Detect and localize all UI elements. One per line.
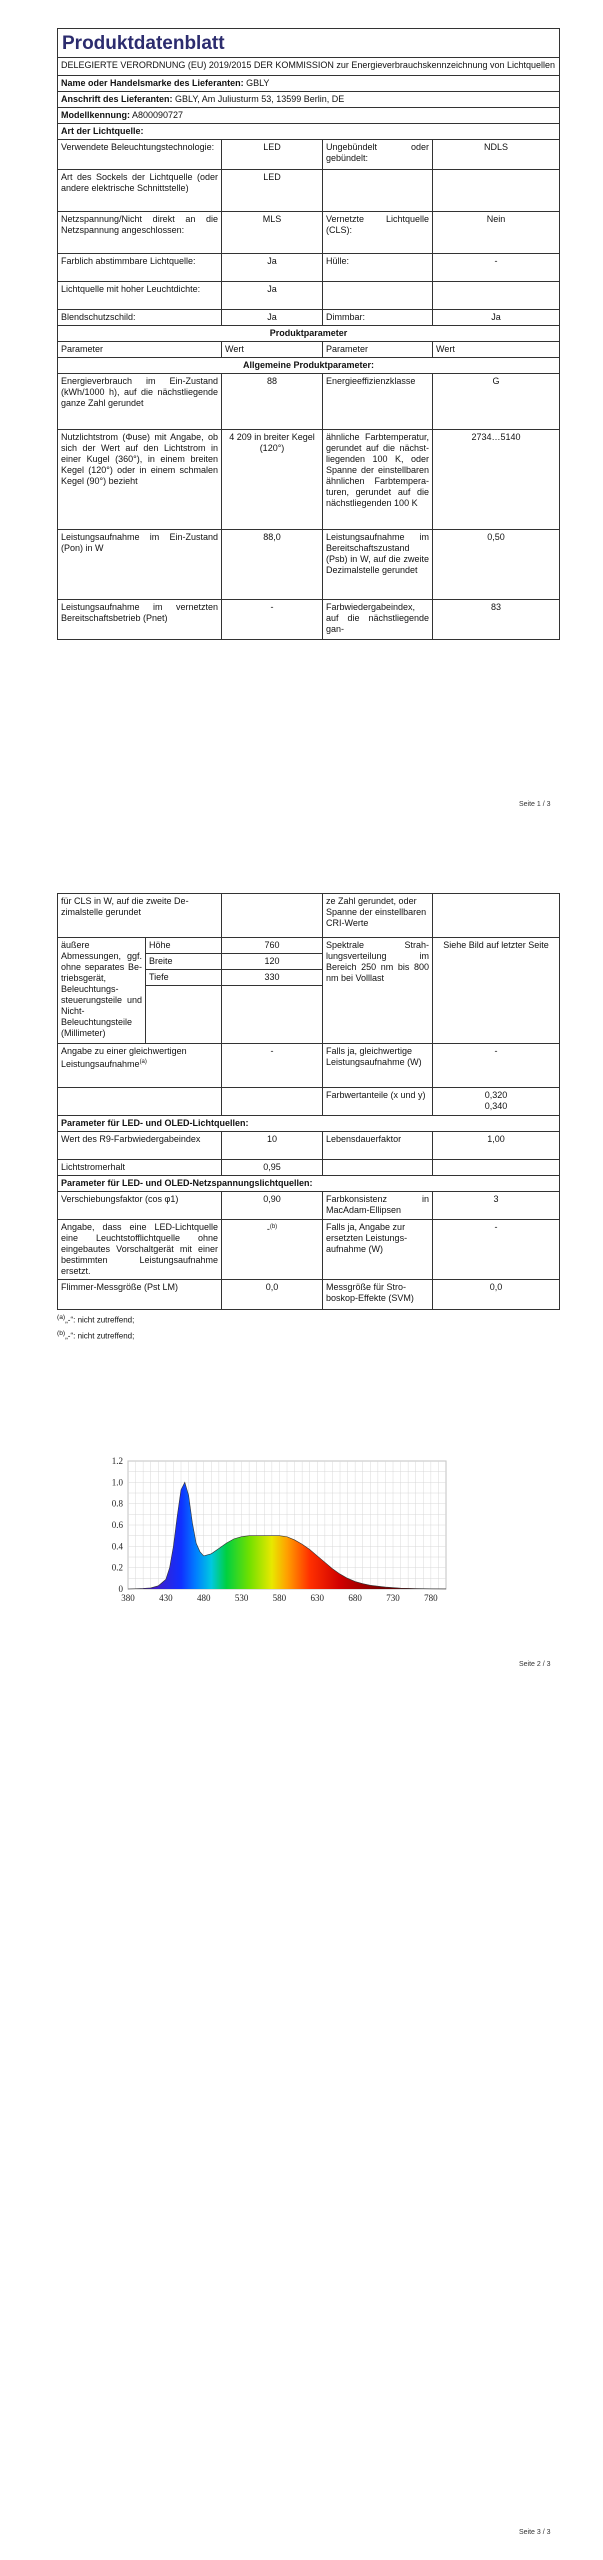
flicker-label: Flimmer-Messgröße (Pst LM) (58, 1280, 222, 1310)
equiv-value-2: - (433, 1044, 560, 1088)
row-label: Leistungsaufnahme im Ein-Zustand (Pon) in W (58, 530, 222, 600)
row-value: 88 (222, 374, 323, 430)
y-tick-label: 1.0 (111, 1477, 123, 1488)
row-value: Nein (433, 212, 560, 254)
row-label: Blendschutzschild: (58, 310, 222, 326)
row-value: NDLS (433, 140, 560, 170)
page-1 (57, 28, 559, 640)
row-label: Leistungsaufnahme im Bereitschaftszustand (Psb) in W, auf die zweite Dezimalstelle gerundet (323, 530, 433, 600)
supplier-label: Name oder Handelsmarke des Lieferanten: (61, 78, 244, 88)
col-header: Parameter (58, 342, 222, 358)
equiv-label-2: Falls ja, gleichwertige Leistungsaufnahme (W) (323, 1044, 433, 1088)
regulation-text: DELEGIERTE VERORDNUNG (EU) 2019/2015 DER KOMMISSION zur Energieverbrauchskennzeichnung von Lichtquellen (58, 58, 560, 76)
footnote-a (57, 1313, 559, 1326)
col-header: Parameter (323, 342, 433, 358)
maintenance-label: Lichtstromerhalt (58, 1160, 222, 1176)
row-value: - (433, 254, 560, 282)
strobo-label: Messgröße für Stroboskop-Effekte (SVM) (323, 1280, 433, 1310)
page-title: Produktdatenblatt (58, 29, 560, 58)
page-number: Seite 3 / 3 (519, 2529, 551, 2536)
x-tick-label: 430 (159, 1593, 173, 1603)
y-tick-label: 0.2 (111, 1562, 123, 1573)
macadam-value: 3 (433, 1192, 560, 1220)
row-value: 83 (433, 600, 560, 640)
equiv-value: - (222, 1044, 323, 1088)
row-label: Farbwiedergabeindex, auf die nächstliegende gan- (323, 600, 433, 640)
mains-heading: Parameter für LED- und OLED-Netzspannungslichtquellen: (58, 1176, 560, 1192)
col-header: Wert (222, 342, 323, 358)
row-value: LED (222, 170, 323, 212)
x-tick-label: 580 (272, 1593, 287, 1603)
row-label (323, 282, 433, 310)
datasheet-table-page2 (57, 893, 560, 1310)
row-value: 4 209 in breiter Kegel (120°) (222, 430, 323, 530)
row-value: Ja (222, 254, 323, 282)
life-value: 1,00 (433, 1132, 560, 1160)
shift-value: 0,90 (222, 1192, 323, 1220)
spectral-value: Siehe Bild auf letzter Seite (433, 938, 560, 1044)
row-value (433, 170, 560, 212)
chromaticity-label: Farbwertanteile (x und y) (323, 1088, 433, 1116)
row-label: ze Zahl gerundet, oder Spanne der einstellbaren CRI-Werte (323, 894, 433, 938)
row-value: Ja (222, 282, 323, 310)
col-header: Wert (433, 342, 560, 358)
row-label: Art des Sockels der Lichtquelle (oder andere elektrische Schnittstelle) (58, 170, 222, 212)
row-label: für CLS in W, auf die zweite Dezimalstelle gerundet (58, 894, 222, 938)
x-tick-label: 730 (386, 1593, 400, 1603)
model-row (58, 108, 560, 124)
row-value: G (433, 374, 560, 430)
shift-label: Verschiebungsfaktor (cos φ1) (58, 1192, 222, 1220)
row-value: LED (222, 140, 323, 170)
dim-name: Breite (146, 954, 222, 970)
dim-name: Höhe (146, 938, 222, 954)
page-number: Seite 1 / 3 (519, 801, 551, 808)
x-tick-label: 780 (424, 1593, 438, 1603)
row-label: ähnliche Farbtemperatur, gerundet auf die nächstliegenden 100 K, oder Spanne der einstellbaren ähnlichen Farbtemperaturen, gerundet auf die nächstliegenden 100 K (323, 430, 433, 530)
y-tick-label: 0.8 (111, 1498, 123, 1509)
address-row (58, 92, 560, 108)
row-label: Lichtquelle mit hoher Leuchtdichte: (58, 282, 222, 310)
row-label: Dimmbar: (323, 310, 433, 326)
row-label: Ungebündelt oder gebündelt: (323, 140, 433, 170)
row-label: Nutzlichtstrom (Φuse) mit Angabe, ob sich der Wert auf den Lichtstrom in einer Kugel (360°), in einem breiten Kegel (120°) oder in einem schmalen Kegel (90°) bezieht (58, 430, 222, 530)
row-label: Vernetzte Lichtquelle (CLS): (323, 212, 433, 254)
supplier-value: GBLY (246, 78, 270, 88)
address-value: GBLY, Am Juliusturm 53, 13599 Berlin, DE (175, 94, 345, 104)
maintenance-value: 0,95 (222, 1160, 323, 1176)
datasheet-table-page1 (57, 28, 560, 640)
model-value: A800090727 (132, 110, 184, 120)
address-label: Anschrift des Lieferanten: (61, 94, 173, 104)
row-value: Ja (222, 310, 323, 326)
dim-value: 760 (222, 938, 323, 954)
y-tick-label: 0.6 (111, 1520, 123, 1530)
replace-value-cell (222, 1220, 323, 1280)
equiv-label: Angabe zu einer gleichwertigen Leistungsaufnahme (61, 1046, 187, 1069)
equiv-label-cell (58, 1044, 222, 1088)
spectral-label: Spektrale Strahlungsverteilung im Bereich 250 nm bis 800 nm bei Volllast (323, 938, 433, 1044)
product-params-heading: Produktparameter (58, 326, 560, 342)
footnote-ref: (a) (139, 1059, 147, 1065)
life-label: Lebensdauerfaktor (323, 1132, 433, 1160)
r9-value: 10 (222, 1132, 323, 1160)
chromaticity-values (433, 1088, 560, 1116)
footnote-mark: (b) (57, 1329, 66, 1337)
strobo-value: 0,0 (433, 1280, 560, 1310)
model-label: Modellkennung: (61, 110, 130, 120)
replace-label: Angabe, dass eine LED-Lichtquelle eine Leuchtstofflichtquelle ohne eingebautes Vorschaltgerät mit einer bestimmten Leistungsaufnahme ersetzt. (58, 1220, 222, 1280)
x-tick-label: 380 (121, 1593, 135, 1603)
dim-value: 120 (222, 954, 323, 970)
x-tick-label: 630 (310, 1593, 325, 1603)
row-label: Verwendete Beleuchtungstechnologie: (58, 140, 222, 170)
page-number: Seite 2 / 3 (519, 1661, 551, 1668)
replace-value: - (266, 1224, 270, 1234)
x-tick-label: 530 (234, 1593, 249, 1603)
y-tick-label: 0 (118, 1584, 123, 1594)
row-value: Ja (433, 310, 560, 326)
chromaticity-x: 0,320 (484, 1090, 508, 1100)
row-label: Farblich abstimmbare Lichtquelle: (58, 254, 222, 282)
page-2 (57, 893, 559, 1341)
footnote-b (57, 1329, 559, 1342)
r9-label: Wert des R9-Farbwiedergabeindex (58, 1132, 222, 1160)
x-tick-label: 480 (196, 1593, 211, 1603)
row-value: MLS (222, 212, 323, 254)
row-label: Netzspannung/Nicht direkt an die Netzspannung angeschlossen: (58, 212, 222, 254)
row-label: Energieverbrauch im Ein-Zustand (kWh/1000 h), auf die nächstliegende ganze Zahl gerundet (58, 374, 222, 430)
dimensions-label: äußere Abmessungen, ggf. ohne separates Betriebsgerät, Beleuchtungssteuerungsteile und Nicht-Beleuchtungsteile (Millimeter) (58, 938, 146, 1044)
row-label: Hülle: (323, 254, 433, 282)
led-heading: Parameter für LED- und OLED-Lichtquellen: (58, 1116, 560, 1132)
dim-value: 330 (222, 970, 323, 986)
spectrum-chart (98, 1453, 458, 1607)
y-tick-label: 1.2 (111, 1456, 123, 1466)
general-heading: Allgemeine Produktparameter: (58, 358, 560, 374)
type-heading: Art der Lichtquelle: (58, 124, 560, 140)
footnote-text: „-“: nicht zutreffend; (65, 1315, 135, 1325)
row-label: Leistungsaufnahme im vernetzten Bereitschaftsbetrieb (Pnet) (58, 600, 222, 640)
footnote-mark: (a) (57, 1314, 66, 1321)
y-tick-label: 0.4 (111, 1541, 123, 1552)
row-label (323, 170, 433, 212)
row-value (433, 282, 560, 310)
footnote-text: „-“: nicht zutreffend; (65, 1331, 135, 1341)
macadam-label: Farbkonsistenz in MacAdam-Ellipsen (323, 1192, 433, 1220)
row-value: 88,0 (222, 530, 323, 600)
row-label: Energieeffizienzklasse (323, 374, 433, 430)
row-value: - (222, 600, 323, 640)
row-value: 0,50 (433, 530, 560, 600)
supplier-row (58, 76, 560, 92)
flicker-value: 0,0 (222, 1280, 323, 1310)
replace-value-2: - (433, 1220, 560, 1280)
replace-label-2: Falls ja, Angabe zur ersetzten Leistungsaufnahme (W) (323, 1220, 433, 1280)
footnote-ref: (b) (269, 1224, 278, 1230)
row-value: 2734…5140 (433, 430, 560, 530)
chromaticity-y: 0,340 (484, 1101, 508, 1111)
x-tick-label: 680 (348, 1593, 362, 1603)
dim-name: Tiefe (146, 970, 222, 986)
